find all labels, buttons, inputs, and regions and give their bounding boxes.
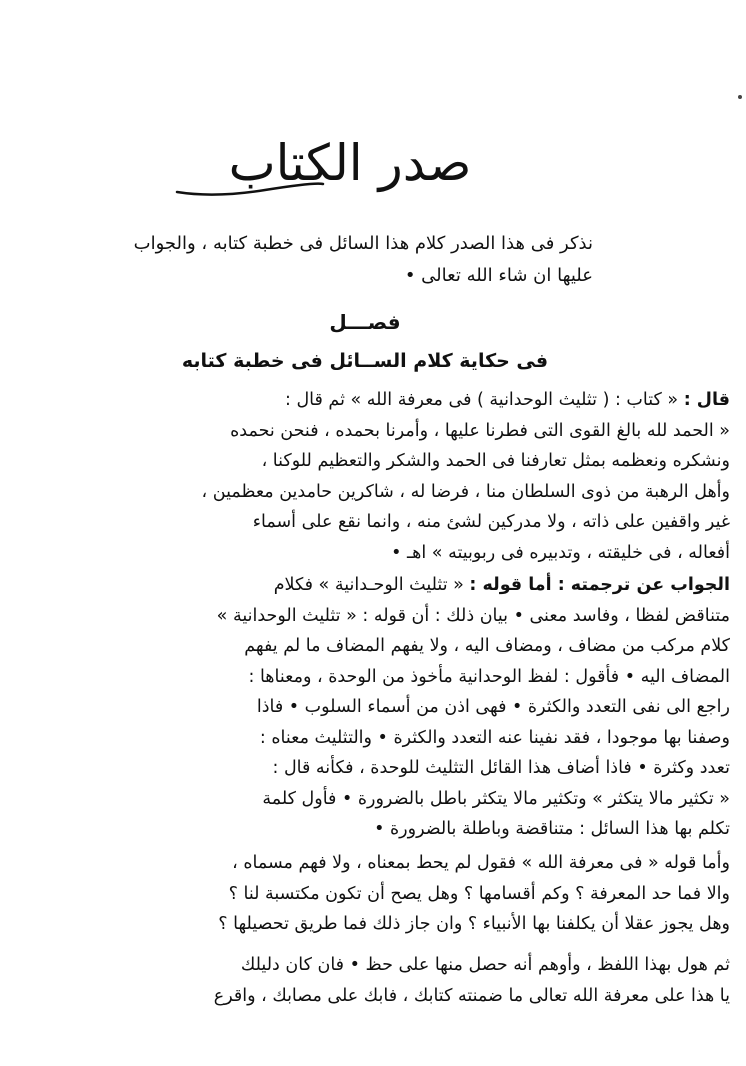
paragraph-line: وصفنا بها موجودا ، فقد نفينا عنه التعدد والكثرة • والتثليث معناه : — [259, 727, 730, 748]
paragraph-lead: الجواب عن ترجمته : أما قوله : — [469, 575, 730, 595]
paragraph-line: والا فما حد المعرفة ؟ وكم أقسامها ؟ وهل يصح أن تكون مكتسبة لنا ؟ — [228, 883, 730, 904]
paragraph-line: ونشكره ونعظمه بمثل تعارفنا فى الحمد والشكر والتعظيم للوكنا ، — [261, 451, 730, 471]
margin-speck — [738, 95, 742, 99]
paragraph-line: وأما قوله « فى معرفة الله » فقول لم يحط بمعناه ، ولا فهم مسماه ، — [232, 853, 730, 873]
paragraph-closing — [58, 950, 730, 1011]
paragraph-line: وهل يجوز عقلا أن يكلفنا بها الأنبياء ؟ وان جاز ذلك فما طريق تحصيلها ؟ — [218, 914, 730, 934]
paragraph-text: « كتاب : ( تثليث الوحدانية ) فى معرفة الله » ثم قال : — [285, 390, 679, 410]
paragraph-answer — [58, 570, 730, 845]
paragraph-line: تعدد وكثرة • فاذا أضاف هذا القائل التثليث للوحدة ، فكأنه قال : — [272, 758, 730, 778]
intro-line: عليها ان شاء الله تعالى • — [404, 265, 593, 286]
paragraph-lead: قال : — [683, 390, 730, 410]
paragraph-line: متناقض لفظا ، وفاسد معنى • بيان ذلك : أن قوله : « تثليث الوحدانية » — [216, 605, 730, 626]
paragraph-quote — [58, 385, 730, 568]
paragraph-line: راجع الى نفى التعدد والكثرة • فهى اذن من أسماء السلوب • فاذا — [256, 697, 730, 717]
paragraph-line — [58, 570, 730, 601]
paragraph-line: ثم هول بهذا اللفظ ، وأوهم أنه حصل منها على حظ • فان كان دليلك — [240, 955, 730, 975]
paragraph-line: تكلم بها هذا السائل : متناقضة وباطلة بالضرورة • — [374, 819, 730, 839]
paragraph-line: « الحمد لله بالغ القوى التى فطرنا عليها ، وأمرنا بحمده ، فنحن نحمده — [230, 420, 730, 441]
intro-paragraph — [75, 228, 593, 292]
section-label: فصـــل — [329, 310, 401, 334]
paragraph-line: كلام مركب من مضاف ، ومضاف اليه ، ولا يفهم المضاف ما لم يفهم — [244, 636, 730, 656]
paragraph-line: « تكثير مالا يتكثر » وتكثير مالا يتكثر باطل بالضرورة • فأول كلمة — [262, 788, 730, 809]
section-title: فى حكاية كلام الســائل فى خطبة كتابه — [181, 350, 549, 372]
paragraph-text: « تثليث الوحـدانية » فكلام — [273, 575, 464, 595]
paragraph-line: المضاف اليه • فأقول : لفظ الوحدانية مأخوذ من الوحدة ، ومعناها : — [248, 666, 730, 687]
title-swash-decoration — [175, 178, 325, 198]
paragraph-line: يا هذا على معرفة الله تعالى ما ضمنته كتابك ، فابك على مصابك ، واقرع — [213, 985, 730, 1006]
page-title: صدر الكتاب — [228, 134, 472, 192]
intro-line: نذكر فى هذا الصدر كلام هذا السائل فى خطبة كتابه ، والجواب — [133, 233, 593, 254]
paragraph-marifa — [58, 848, 730, 940]
paragraph-line: غير واقفين على ذاته ، ولا مدركين لشئ منه ، وانما نقع على أسماء — [252, 512, 730, 532]
paragraph-line: وأهل الرهبة من ذوى السلطان منا ، فرضا له ، شاكرين حامدين معظمين ، — [201, 481, 730, 502]
paragraph-line: أفعاله ، فى خليقته ، وتدبيره فى ربوبيته » اهـ • — [391, 542, 730, 563]
paragraph-line — [58, 385, 730, 416]
